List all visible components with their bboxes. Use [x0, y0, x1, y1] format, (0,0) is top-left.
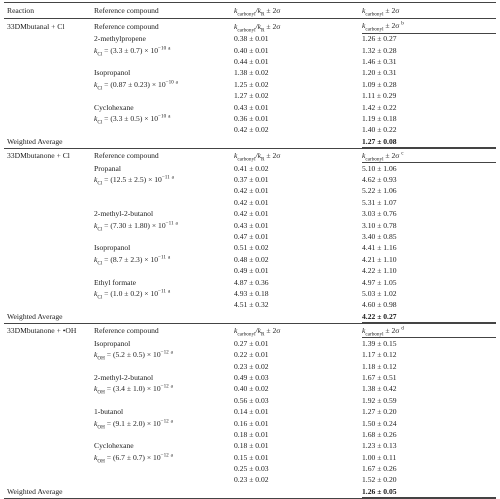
- kcarbonyl-cell: 1.32 ± 0.28: [362, 45, 397, 55]
- ratio-cell: 0.49 ± 0.01: [234, 266, 269, 276]
- reference-cell: Cyclohexane: [94, 102, 134, 112]
- table-row: [4, 429, 496, 440]
- kcarbonyl-cell: 5.22 ± 1.06: [362, 186, 397, 196]
- table-row: [4, 163, 496, 174]
- kcarbonyl-cell: 1.23 ± 0.13: [362, 441, 397, 451]
- kcarbonyl-cell: 1.67 ± 0.51: [362, 372, 397, 382]
- table-row: [4, 185, 496, 196]
- weighted-average-value: 1.26 ± 0.05: [362, 486, 496, 498]
- kcarbonyl-cell: 1.19 ± 0.18: [362, 113, 397, 123]
- section-header: [4, 324, 496, 338]
- reference-cell: $k_{Cl} = (8.7 \pm 2.3) \times 10^{-11}$ $^a$: [94, 254, 171, 267]
- section-header-ratio: $k_{carbonyl}/k_R \pm 2\sigma$: [234, 21, 281, 34]
- table-row: [4, 33, 496, 44]
- table-row: [4, 440, 496, 451]
- ratio-cell: 0.43 ± 0.01: [234, 220, 269, 230]
- header-reference: Reference compound: [94, 6, 159, 15]
- weighted-average-label: Weighted Average: [7, 312, 63, 322]
- weighted-average-row: [4, 311, 496, 324]
- header-reaction: Reaction: [7, 6, 34, 15]
- table-row: [4, 338, 496, 349]
- table-row: [4, 417, 496, 431]
- kcarbonyl-cell: 3.10 ± 0.78: [362, 220, 397, 230]
- table-row: [4, 276, 496, 287]
- ratio-cell: 0.38 ± 0.01: [234, 34, 269, 44]
- kcarbonyl-cell: 1.17 ± 0.12: [362, 350, 397, 360]
- ratio-cell: 0.42 ± 0.02: [234, 125, 269, 135]
- kcarbonyl-cell: 1.09 ± 0.28: [362, 79, 397, 89]
- table-row: [4, 254, 496, 265]
- ratio-cell: 4.51 ± 0.32: [234, 300, 269, 310]
- kcarbonyl-cell: 1.27 ± 0.20: [362, 407, 397, 417]
- reference-cell: $k_{Cl} = (1.0 \pm 0.2) \times 10^{-11}$ $^a$: [94, 288, 171, 301]
- kcarbonyl-cell: 1.68 ± 0.26: [362, 429, 397, 439]
- reference-cell: Ethyl formate: [94, 277, 136, 287]
- table-row: [4, 372, 496, 383]
- section-header-kcarbonyl: $k_{carbonyl} \pm 2\sigma$ $^c$: [362, 148, 496, 163]
- kcarbonyl-cell: 1.42 ± 0.22: [362, 102, 397, 112]
- ratio-cell: 0.27 ± 0.01: [234, 338, 269, 348]
- reference-cell: Propanal: [94, 163, 121, 173]
- ratio-cell: 0.41 ± 0.02: [234, 163, 269, 173]
- table-row: [4, 67, 496, 78]
- kcarbonyl-cell: 4.22 ± 1.10: [362, 266, 397, 276]
- kcarbonyl-cell: 4.21 ± 1.10: [362, 254, 397, 264]
- ratio-cell: 0.23 ± 0.02: [234, 475, 269, 485]
- reaction-section: [4, 324, 496, 499]
- table-row: [4, 219, 496, 233]
- reference-cell: 2-methyl-2-butanol: [94, 209, 154, 219]
- rate-coefficient-table: [4, 2, 496, 499]
- weighted-average-value: 4.22 ± 0.27: [362, 311, 496, 323]
- table-row: [4, 299, 496, 310]
- reference-cell: $k_{Cl} = (7.30 \pm 1.80) \times 10^{-11}$ $^a$: [94, 220, 178, 233]
- ratio-cell: 0.47 ± 0.01: [234, 232, 269, 242]
- table-row: [4, 463, 496, 474]
- ratio-cell: 0.14 ± 0.01: [234, 407, 269, 417]
- header-kcarbonyl: $k_{carbonyl} \pm 2\sigma$: [362, 6, 400, 18]
- reference-cell: 2-methyl-2-butanol: [94, 372, 154, 382]
- kcarbonyl-cell: 1.11 ± 0.29: [362, 91, 397, 101]
- kcarbonyl-cell: 4.60 ± 0.98: [362, 300, 397, 310]
- ratio-cell: 4.93 ± 0.18: [234, 289, 269, 298]
- table-row: [4, 101, 496, 112]
- reaction-section: [4, 19, 496, 149]
- ratio-cell: 0.18 ± 0.01: [234, 429, 269, 439]
- ratio-cell: 0.25 ± 0.03: [234, 464, 269, 474]
- ratio-cell: 4.87 ± 0.36: [234, 277, 269, 287]
- table-row: [4, 197, 496, 208]
- ratio-cell: 0.18 ± 0.01: [234, 441, 269, 451]
- section-header-reference: Reference compound: [94, 151, 159, 161]
- weighted-average-row: [4, 136, 496, 149]
- ratio-cell: 0.37 ± 0.01: [234, 175, 269, 185]
- table-row: [4, 383, 496, 394]
- reference-cell: $k_{OH} = (3.4 \pm 1.0) \times 10^{-12}$ $^a$: [94, 383, 173, 396]
- kcarbonyl-cell: 1.46 ± 0.31: [362, 56, 397, 66]
- table-row: [4, 90, 496, 101]
- ratio-cell: 0.42 ± 0.01: [234, 209, 269, 219]
- reference-cell: $k_{Cl} = (0.87 \pm 0.23) \times 10^{-10}$ $^a$: [94, 79, 178, 92]
- weighted-average-label: Weighted Average: [7, 487, 63, 497]
- reference-cell: Isopropanol: [94, 243, 131, 253]
- kcarbonyl-cell: 1.18 ± 0.12: [362, 361, 397, 371]
- table-row: [4, 174, 496, 185]
- table-row: [4, 124, 496, 135]
- kcarbonyl-cell: 4.97 ± 1.05: [362, 277, 397, 287]
- kcarbonyl-cell: 3.03 ± 0.76: [362, 209, 397, 219]
- reaction-label: 33DMbutanal + Cl: [7, 21, 65, 31]
- kcarbonyl-cell: 4.62 ± 0.93: [362, 175, 397, 185]
- table-row: [4, 56, 496, 67]
- ratio-cell: 0.44 ± 0.01: [234, 56, 269, 66]
- reference-cell: $k_{Cl} = (3.3 \pm 0.5) \times 10^{-10}$ $^a$: [94, 113, 171, 126]
- kcarbonyl-cell: 3.40 ± 0.85: [362, 232, 397, 242]
- reference-cell: 1-butanol: [94, 407, 124, 417]
- ratio-cell: 0.22 ± 0.01: [234, 350, 269, 360]
- ratio-cell: 0.15 ± 0.01: [234, 452, 269, 462]
- kcarbonyl-cell: 5.03 ± 1.02: [362, 289, 397, 298]
- kcarbonyl-cell: 1.67 ± 0.26: [362, 464, 397, 474]
- ratio-cell: 0.42 ± 0.01: [234, 186, 269, 196]
- ratio-cell: 0.36 ± 0.01: [234, 113, 269, 123]
- kcarbonyl-cell: 5.31 ± 1.07: [362, 197, 397, 207]
- table-row: [4, 265, 496, 276]
- kcarbonyl-cell: 1.92 ± 0.59: [362, 395, 397, 405]
- kcarbonyl-cell: 1.50 ± 0.24: [362, 418, 397, 428]
- table-row: [4, 288, 496, 299]
- weighted-average-row: [4, 486, 496, 499]
- ratio-cell: 0.42 ± 0.01: [234, 197, 269, 207]
- ratio-cell: 1.25 ± 0.02: [234, 79, 269, 89]
- section-header: [4, 149, 496, 163]
- reaction-label: 33DMbutanone + Cl: [7, 151, 70, 161]
- ratio-cell: 0.49 ± 0.03: [234, 372, 269, 382]
- table-row: [4, 242, 496, 253]
- kcarbonyl-cell: 1.40 ± 0.22: [362, 125, 397, 135]
- weighted-average-value: 1.27 ± 0.08: [362, 136, 496, 148]
- ratio-cell: 0.56 ± 0.03: [234, 395, 269, 405]
- section-header-ratio: $k_{carbonyl}/k_R \pm 2\sigma$: [234, 326, 281, 338]
- section-header-reference: Reference compound: [94, 21, 159, 31]
- ratio-cell: 1.38 ± 0.02: [234, 68, 269, 78]
- table-body: [4, 19, 496, 499]
- kcarbonyl-cell: 1.38 ± 0.42: [362, 384, 397, 394]
- table-row: [4, 208, 496, 219]
- reaction-section: [4, 149, 496, 324]
- section-header-reference: Reference compound: [94, 326, 159, 336]
- table-row: [4, 395, 496, 406]
- table-row: [4, 44, 496, 58]
- section-header-kcarbonyl: $k_{carbonyl} \pm 2\sigma$ $^d$: [362, 323, 496, 338]
- table-row: [4, 113, 496, 124]
- kcarbonyl-cell: 1.39 ± 0.15: [362, 338, 397, 348]
- section-header: [4, 19, 496, 33]
- ratio-cell: 1.27 ± 0.02: [234, 91, 269, 101]
- kcarbonyl-cell: 1.26 ± 0.27: [362, 34, 397, 44]
- table-row: [4, 360, 496, 371]
- reference-cell: Isopropanol: [94, 338, 131, 348]
- kcarbonyl-cell: 1.20 ± 0.31: [362, 68, 397, 78]
- header-ratio: $k_{carbonyl}/k_R \pm 2\sigma$: [234, 6, 281, 18]
- ratio-cell: 0.40 ± 0.01: [234, 45, 269, 55]
- reference-cell: Cyclohexane: [94, 441, 134, 451]
- reaction-label: 33DMbutanone + •OH: [7, 326, 77, 336]
- table-header: [4, 2, 496, 19]
- table-row: [4, 452, 496, 463]
- reference-cell: $k_{Cl} = (12.5 \pm 2.5) \times 10^{-11}$ $^a$: [94, 174, 174, 187]
- kcarbonyl-cell: 1.52 ± 0.20: [362, 475, 397, 485]
- ratio-cell: 0.23 ± 0.02: [234, 361, 269, 371]
- ratio-cell: 0.40 ± 0.02: [234, 384, 269, 394]
- kcarbonyl-cell: 4.41 ± 1.16: [362, 243, 397, 253]
- section-header-kcarbonyl: $k_{carbonyl} \pm 2\sigma$ $^b$: [362, 19, 496, 34]
- table-row: [4, 406, 496, 417]
- table-row: [4, 231, 496, 242]
- ratio-cell: 0.43 ± 0.01: [234, 102, 269, 112]
- table-row: [4, 349, 496, 360]
- kcarbonyl-cell: 1.00 ± 0.11: [362, 452, 397, 462]
- reference-cell: $k_{OH} = (5.2 \pm 0.5) \times 10^{-12}$ $^a$: [94, 349, 173, 362]
- reference-cell: $k_{Cl} = (3.3 \pm 0.7) \times 10^{-10}$ $^a$: [94, 45, 171, 58]
- ratio-cell: 0.48 ± 0.02: [234, 254, 269, 264]
- reference-cell: $k_{OH} = (6.7 \pm 0.7) \times 10^{-12}$ $^a$: [94, 452, 173, 465]
- weighted-average-label: Weighted Average: [7, 137, 63, 147]
- reference-cell: 2-methylpropene: [94, 34, 146, 44]
- kcarbonyl-cell: 5.10 ± 1.06: [362, 163, 397, 173]
- table-row: [4, 79, 496, 90]
- ratio-cell: 0.51 ± 0.02: [234, 243, 269, 253]
- section-header-ratio: $k_{carbonyl}/k_R \pm 2\sigma$: [234, 151, 281, 163]
- ratio-cell: 0.16 ± 0.01: [234, 418, 269, 428]
- reference-cell: $k_{OH} = (9.1 \pm 2.0) \times 10^{-12}$ $^a$: [94, 417, 173, 431]
- reference-cell: Isopropanol: [94, 68, 131, 78]
